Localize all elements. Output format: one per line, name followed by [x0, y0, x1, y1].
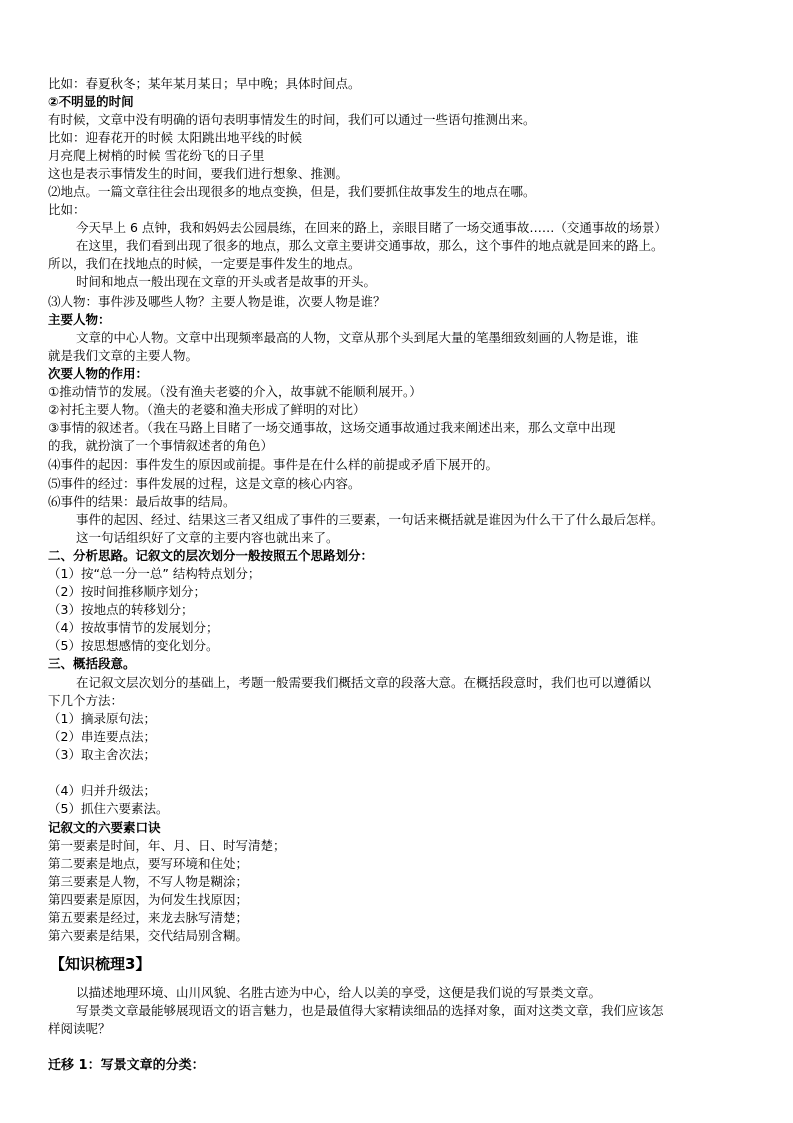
list-item: （2）按时间推移顺序划分；	[48, 584, 206, 599]
text-line: 时间和地点一般出现在文章的开头或者是故事的开头。	[76, 274, 377, 289]
text-line: 有时候，文章中没有明确的语句表明事情发生的时间，我们可以通过一些语句推测出来。	[48, 112, 536, 127]
text-line: ①推动情节的发展。（没有渔夫老婆的介入，故事就不能顺利展开。）	[48, 384, 422, 399]
text-line: 写景类文章最能够展现语文的语言魅力，也是最值得大家精读细品的选择对象，面对这类文章，我们应该怎	[76, 1003, 664, 1018]
text-line: 事件的起因、经过、结果这三者又组成了事件的三要素，一句话来概括就是谁因为什么干了什么最后怎样。	[76, 512, 664, 527]
list-item: （1）摘录原句法；	[48, 711, 156, 726]
list-item: （3）取主舍次法；	[48, 747, 156, 762]
text-line: ②衬托主要人物。（渔夫的老婆和渔夫形成了鲜明的对比）	[48, 402, 366, 417]
text-line: ⑶人物：事件涉及哪些人物？主要人物是谁，次要人物是谁？	[48, 294, 386, 309]
subheading-secondary-character: 次要人物的作用：	[48, 366, 149, 381]
text-line: 以描述地理环境、山川风貌、名胜古迹为中心，给人以美的享受，这便是我们说的写景类文章。	[76, 985, 602, 1000]
list-item: （2）串连要点法；	[48, 729, 156, 744]
text-line: 所以，我们在找地点的时候，一定要是事件发生的地点。	[48, 256, 361, 271]
list-item: （3）按地点的转移划分；	[48, 602, 194, 617]
text-line: ⑵地点。一篇文章往往会出现很多的地点变换，但是，我们要抓住故事发生的地点在哪。	[48, 184, 536, 199]
list-item: （1）按“总一分一总” 结构特点划分；	[48, 566, 261, 581]
section-heading-2: 二、分析思路。记叙文的层次划分一般按照五个思路划分：	[48, 548, 374, 563]
text-line: ⑷事件的起因：事件发生的原因或前提。事件是在什么样的前提或矛盾下展开的。	[48, 457, 499, 472]
section-heading-knowledge-3: 【知识梳理3】	[50, 955, 151, 973]
section-heading-3: 三、概括段意。	[48, 656, 136, 671]
text-line: 第五要素是经过，来龙去脉写清楚；	[48, 910, 249, 925]
text-line: ⑹事件的结果：最后故事的结局。	[48, 494, 236, 509]
text-line: 这也是表示事情发生的时间，要我们进行想象、推测。	[48, 166, 349, 181]
text-line: 比如：	[48, 202, 86, 217]
text-line: 在这里，我们看到出现了很多的地点，那么文章主要讲交通事故，那么，这个事件的地点就是回来的路上。	[76, 238, 664, 253]
text-line: 比如：迎春花开的时候 太阳跳出地平线的时候	[48, 130, 302, 145]
text-line: 第三要素是人物，不写人物是糊涂；	[48, 874, 249, 889]
text-line: 第六要素是结果，交代结局别含糊。	[48, 928, 249, 943]
list-item: （4）按故事情节的发展划分；	[48, 620, 219, 635]
text-line: ③事情的叙述者。（我在马路上目睹了一场交通事故，这场交通事故通过我来阐述出来，那么文章中出现	[48, 420, 616, 435]
list-item: （4）归并升级法；	[48, 783, 156, 798]
subheading-unclear-time: ②不明显的时间	[48, 94, 134, 109]
text-line: 今天早上 6 点钟，我和妈妈去公园晨练，在回来的路上，亲眼目睹了一场交通事故……（交通事故的场景）	[76, 220, 667, 235]
text-line: 样阅读呢？	[48, 1021, 111, 1036]
subheading-six-elements-rhyme: 记叙文的六要素口诀	[48, 820, 161, 835]
text-line: 月亮爬上树梢的时候 雪花纷飞的日子里	[48, 148, 265, 163]
text-line: 比如：春夏秋冬；某年某月某日；早中晚；具体时间点。	[48, 76, 361, 91]
text-line: 就是我们文章的主要人物。	[48, 348, 199, 363]
text-line: ⑸事件的经过：事件发展的过程，这是文章的核心内容。	[48, 476, 361, 491]
text-line: 第一要素是时间，年、月、日、时写清楚；	[48, 838, 286, 853]
subheading-transfer-1: 迁移 1：写景文章的分类：	[48, 1058, 205, 1073]
text-line: 下几个方法：	[48, 693, 124, 708]
text-line: 第四要素是原因，为何发生找原因；	[48, 892, 249, 907]
list-item: （5）按思想感情的变化划分。	[48, 638, 219, 653]
text-line: 在记叙文层次划分的基础上，考题一般需要我们概括文章的段落大意。在概括段意时，我们也可以遵循以	[76, 675, 652, 690]
list-item: （5）抓住六要素法。	[48, 801, 169, 816]
text-line: 这一句话组织好了文章的主要内容也就出来了。	[76, 530, 339, 545]
subheading-main-character: 主要人物：	[48, 312, 111, 327]
text-line: 第二要素是地点，要写环境和住处；	[48, 856, 249, 871]
text-line: 文章的中心人物。文章中出现频率最高的人物，文章从那个头到尾大量的笔墨细致刻画的人物是谁，谁	[76, 330, 639, 345]
text-line: 的我，就扮演了一个事情叙述者的角色）	[48, 438, 274, 453]
